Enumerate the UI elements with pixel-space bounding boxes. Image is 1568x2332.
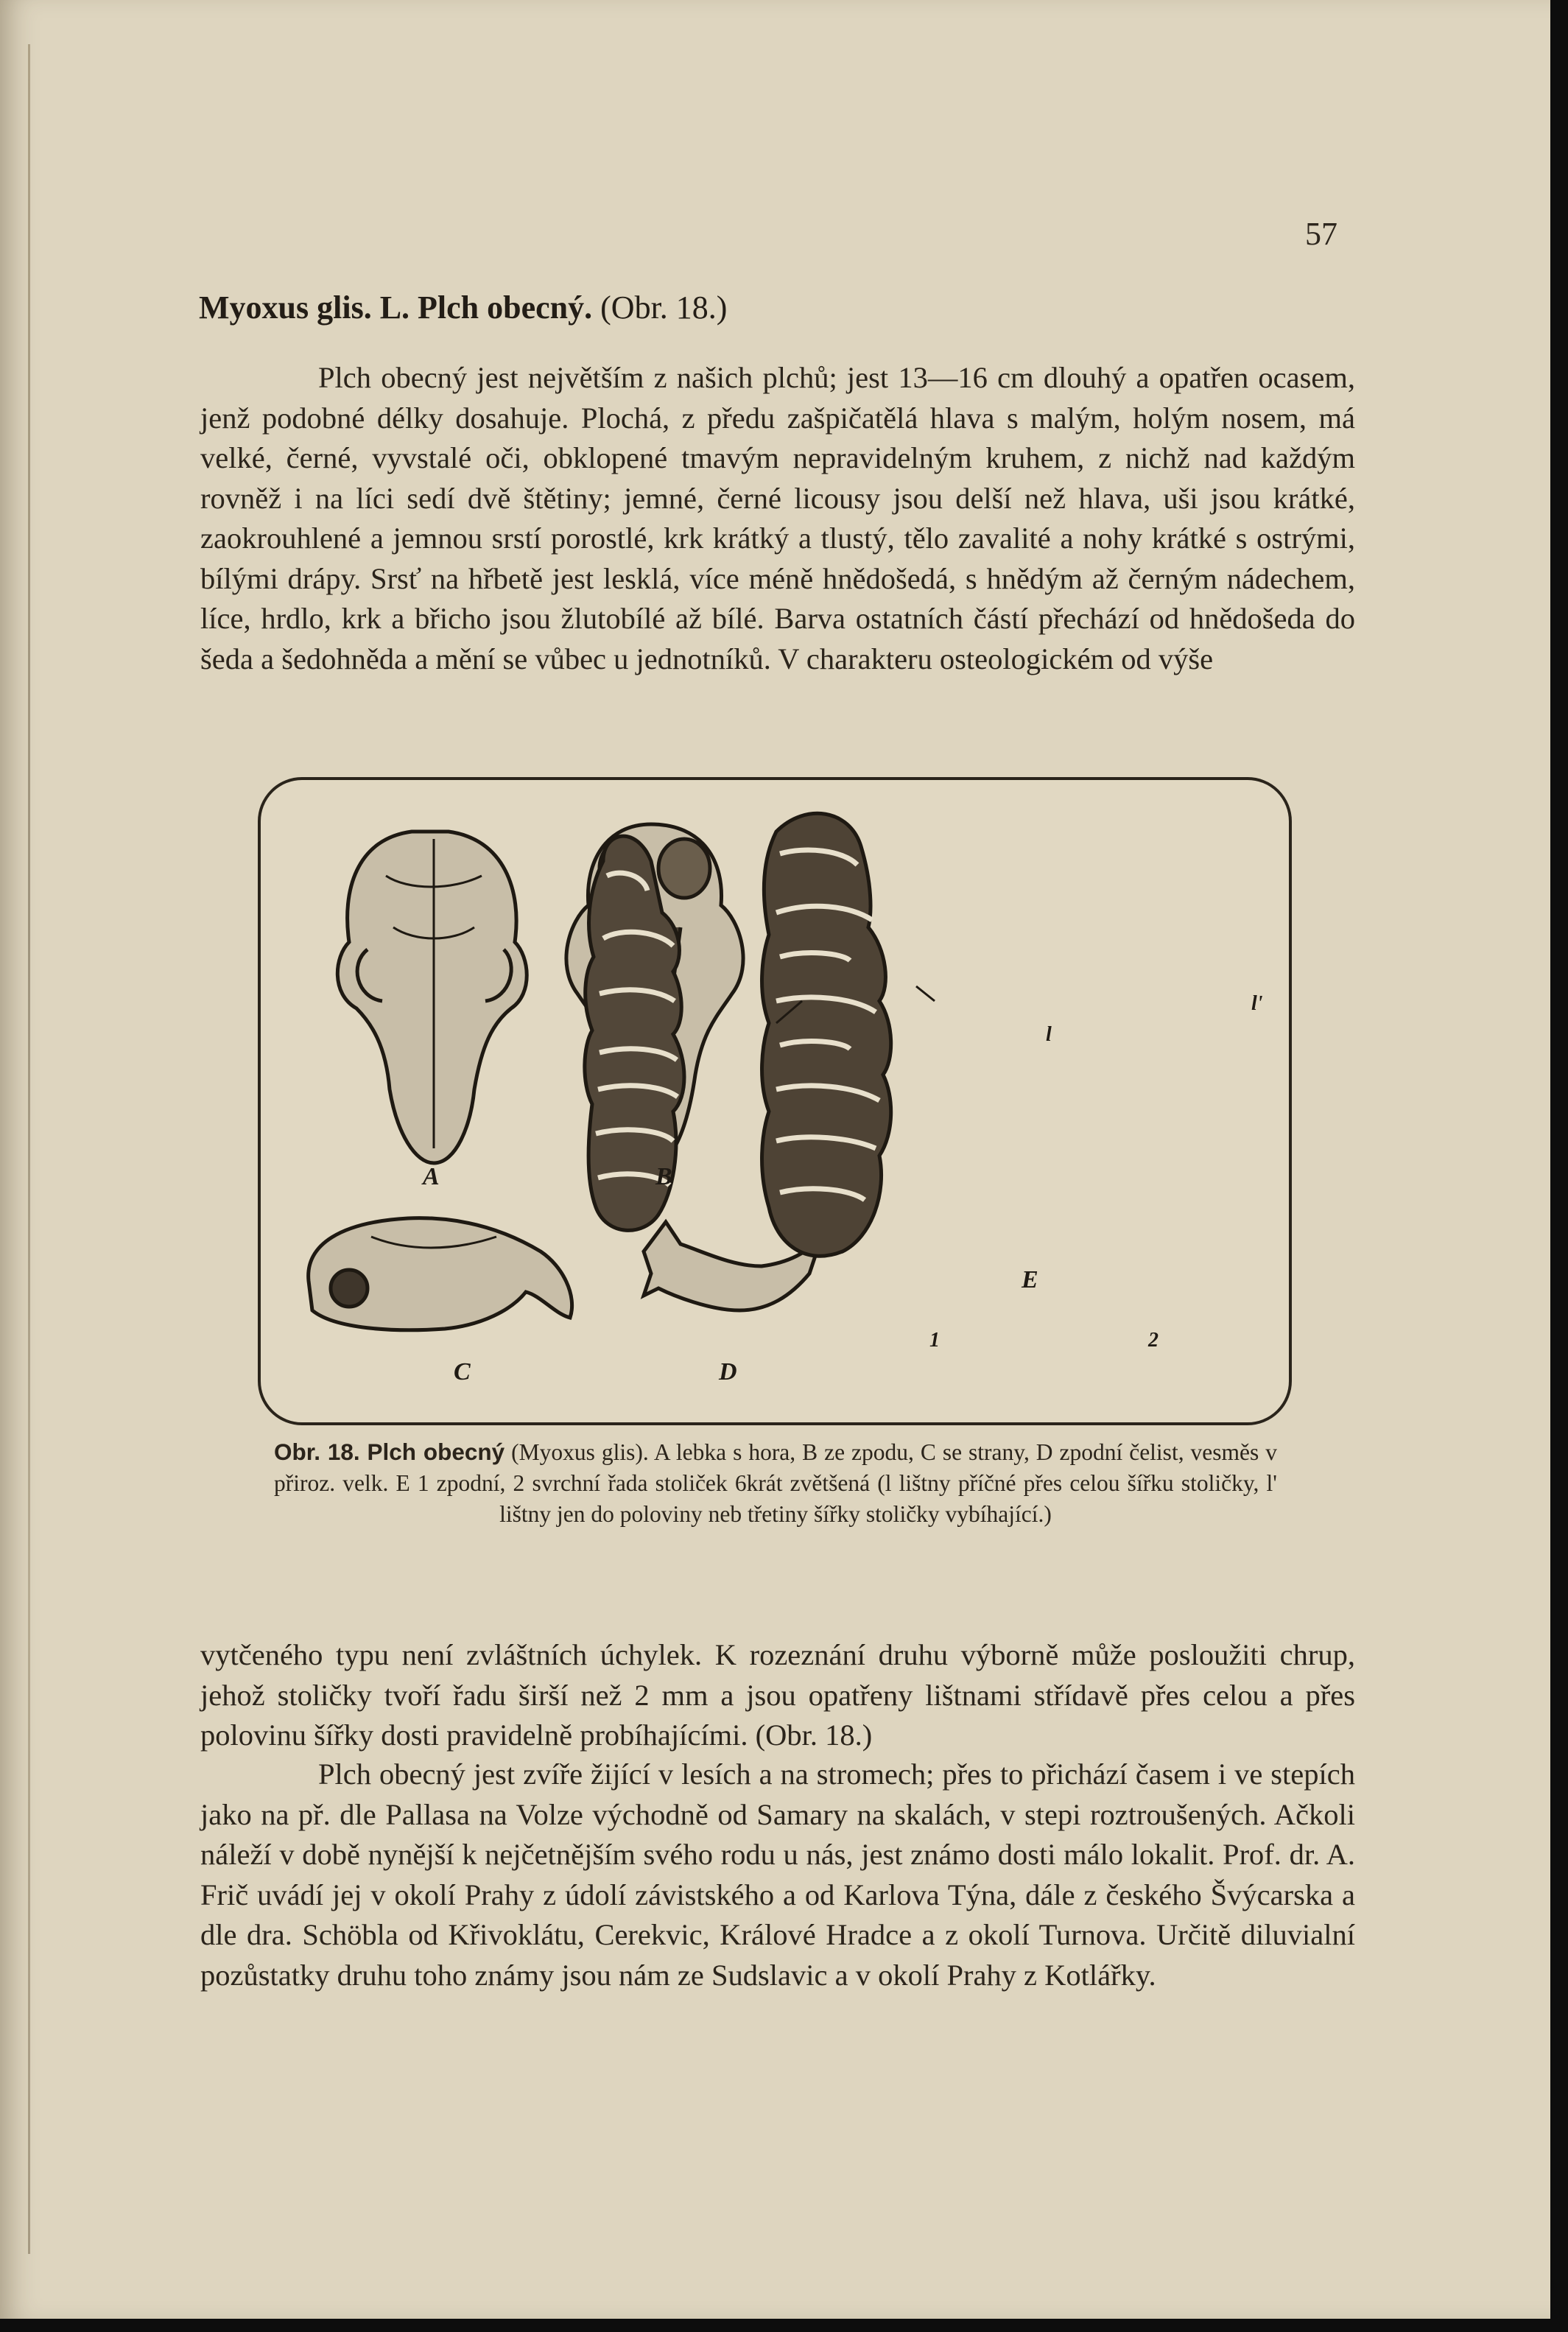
- label-d: D: [719, 1358, 737, 1385]
- label-c: C: [454, 1358, 471, 1385]
- skull-top-view: [337, 832, 527, 1163]
- caption-text: (Myoxus glis). A lebka s hora, B ze zpodu, C se strany, D zpodní čelist, vesměs v přiroz. velk. E 1 zpodní, 2 svrchní řada stoliček 6krát zvětšená (l lištny příčné přes celou šířku stoličky, l' lištny jen do poloviny neb třetiny šířky stoličky vybíhající.): [274, 1439, 1277, 1527]
- caption-lead: Obr. 18. Plch obecný: [274, 1439, 505, 1465]
- paragraph-distribution: Plch obecný jest zvíře žijící v lesích a na stromech; přes to přichází časem i ve stepích jako na př. dle Pallasa na Volze východně od Samary na skalách, v stepi roztroušených. Ačkoli náleží v době nynější k nejčetnějším svého rodu u nás, jest známo dosti málo lokalit. Prof. dr. A. Frič uvádí jej v okolí Prahy z údolí závistského a od Karlova Týna, dále z českého Švýcarska a dle dra. Schöbla od Křivoklátu, Cerekvic, Králové Hradce a z okolí Turnova. Určitě diluvialní pozůstatky druhu toho známy jsou nám ze Sudslavic a v okolí Prahy z Kotlářky.: [200, 1757, 1355, 1992]
- label-e: E: [1022, 1266, 1038, 1293]
- figure-reference: (Obr. 18.): [592, 289, 728, 326]
- label-b: B: [655, 1163, 672, 1190]
- label-l: l: [1046, 1023, 1052, 1046]
- label-l-prime: l': [1251, 992, 1263, 1015]
- paragraph-dentition: vytčeného typu není zvláštních úchylek. K rozeznání druhu výborně může posloužiti chrup, jehož stoličky tvoří řadu širší než 2 mm a jsou opatřeny lištnami střídavě přes celou a přes polovinu šířky dosti pravidelně probíhajícími. (Obr. 18.): [200, 1638, 1355, 1752]
- binding-gutter: [28, 44, 30, 2254]
- skull-side-view: [309, 1218, 572, 1330]
- page-number: 57: [1305, 216, 1337, 252]
- label-1: 1: [929, 1329, 940, 1352]
- section-title: [199, 289, 1451, 326]
- pointer-l-prime: [916, 986, 935, 1001]
- label-a: A: [423, 1163, 440, 1190]
- paragraph-description: Plch obecný jest největším z našich plchů; jest 13—16 cm dlouhý a opatřen ocasem, jenž podobné délky dosahuje. Plochá, z předu zašpičatělá hlava s malým, holým nosem, má velké, černé, vyvstalé oči, obklopené tmavým nepravidelným kruhem, z nichž nad každým rovněž i na líci sedí dvě štětiny; jemné, černé licousy jsou delší než hlava, uši jsou krátké, zaokrouhlené a jemnou srstí porostlé, krk krátký a tlustý, tělo zavalité a nohy krátké s ostrými, bílými drápy. Srsť na hřbetě jest lesklá, více méně hnědošedá, s hnědým až černým nádechem, líce, hrdlo, krk a břicho jsou žlutobílé až bílé. Barva ostatních částí přechází od hnědošeda do šeda a šedohněda a mění se vůbec u jednotníků. V charakteru osteologickém od výše: [200, 361, 1355, 675]
- species-heading: Myoxus glis. L. Plch obecný.: [199, 289, 593, 326]
- figure-caption: [274, 1436, 1277, 1530]
- figure-illustration: [261, 780, 1289, 1422]
- label-2: 2: [1148, 1329, 1159, 1352]
- figure-18: [258, 777, 1292, 1425]
- molar-row-upper: [762, 813, 891, 1256]
